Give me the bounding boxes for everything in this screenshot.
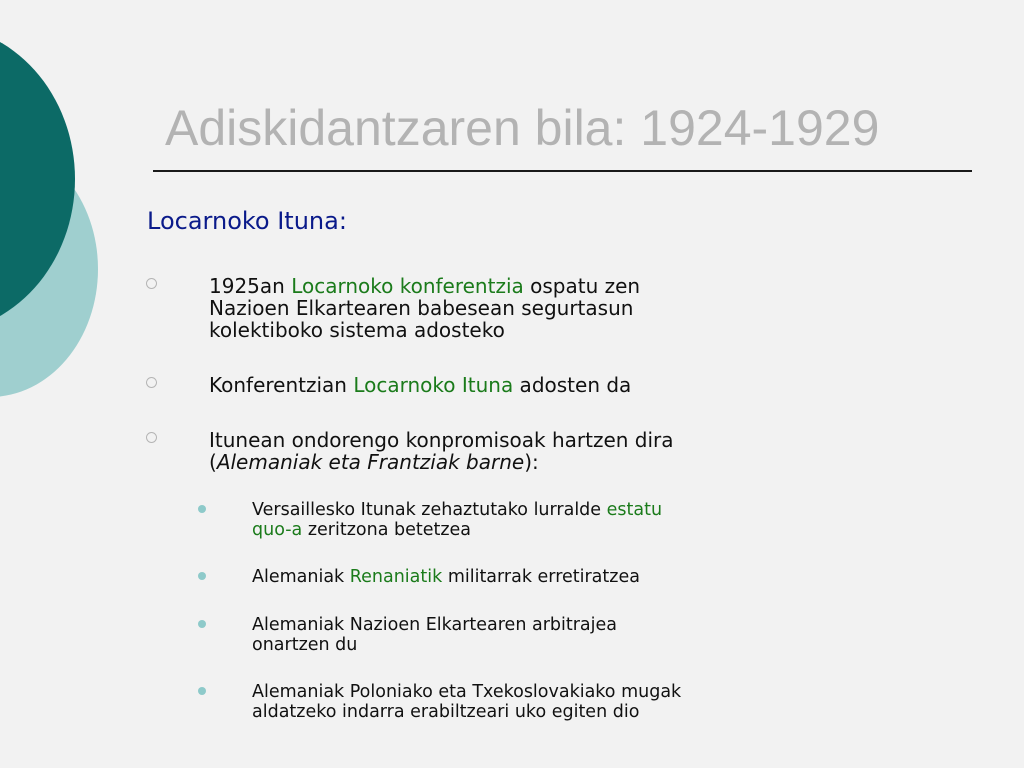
hollow-bullet-icon [146, 278, 157, 289]
bullet-item [209, 374, 631, 396]
bullet-line: onartzen du [252, 635, 358, 655]
text-run: adosten da [513, 373, 632, 397]
highlighted-term: Locarnoko konferentzia [291, 274, 524, 298]
filled-bullet-icon [198, 505, 206, 513]
sub-bullet-item [252, 567, 640, 587]
text-run: ): [524, 450, 539, 474]
hollow-bullet-icon [146, 377, 157, 388]
bullet-line [252, 567, 640, 587]
highlighted-term: quo-a [252, 520, 303, 540]
filled-bullet-icon [198, 572, 206, 580]
bullet-line: Alemaniak Poloniako eta Txekoslovakiako mugak [252, 682, 682, 702]
sub-bullet-item [252, 682, 681, 722]
title-divider [153, 170, 972, 172]
slide-title: Adiskidantzaren bila: 1924-1929 [165, 100, 880, 156]
text-run: zeritzona betetzea [302, 520, 472, 540]
text-run: Alemaniak [252, 567, 350, 587]
bullet-line [252, 500, 662, 520]
text-run: ( [209, 450, 217, 474]
text-run: Versaillesko Itunak zehaztutako lurralde [252, 500, 607, 520]
hollow-bullet-icon [146, 432, 157, 443]
bullet-line: Alemaniak Nazioen Elkartearen arbitrajea [252, 615, 618, 635]
bullet-line: Nazioen Elkartearen babesean segurtasun [209, 296, 634, 320]
highlighted-term: Locarnoko Ituna [353, 373, 514, 397]
filled-bullet-icon [198, 687, 206, 695]
bullet-line [209, 275, 640, 297]
bullet-line [252, 520, 662, 540]
bullet-line [209, 374, 631, 396]
bullet-line: aldatzeko indarra erabiltzeari uko egiten dio [252, 702, 640, 722]
bullet-item [209, 275, 640, 341]
bullet-line [209, 451, 674, 473]
text-run: militarrak erretiratzea [442, 567, 640, 587]
bullet-item [209, 429, 674, 473]
sub-bullet-item [252, 500, 662, 540]
sub-bullet-item [252, 615, 617, 655]
section-heading: Locarnoko Ituna: [147, 207, 347, 235]
bullet-line: kolektiboko sistema adosteko [209, 318, 505, 342]
highlighted-term: estatu [606, 500, 663, 520]
text-run: ospatu zen [523, 274, 641, 298]
highlighted-term: Renaniatik [349, 567, 443, 587]
filled-bullet-icon [198, 620, 206, 628]
text-run: 1925an [209, 274, 292, 298]
bullet-line: Itunean ondorengo konpromisoak hartzen dira [209, 428, 674, 452]
italic-text: Alemaniak eta Frantziak barne [216, 450, 525, 474]
text-run: Konferentzian [209, 373, 354, 397]
